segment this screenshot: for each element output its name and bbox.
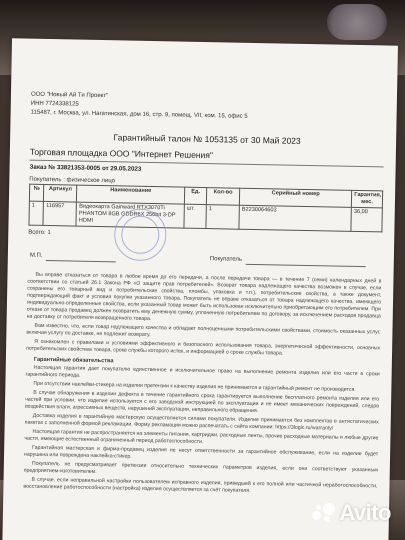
cell-serial-number: B2230064603 [239,205,352,231]
company-block [31,91,385,125]
company-inn: ИНН 7724338125 [30,100,79,108]
cell-product-name: Видеокарта Gainward RTX3070Ti PHANTOM 8GB GDDR6X 256bit 3-DP HDMI [76,202,184,228]
buyer-label: Покупатель : физическое лицо [29,176,116,185]
buyer-signature-line [246,264,366,267]
paragraph: Покупатель не предусматривает претензии относительно технических параметров изделия, если они соответствуют указанным предприятием-изготовителем. [23,460,378,475]
paragraph: Настоящая гарантия дает покупателю единственное и исключительное право на выполнение ремонта изделия или его части в сроки гарантийного периода. [25,364,380,379]
paragraph: Настоящая гарантия не распространяется на элементы питания, картриджи, расходные ленты, прочие расходные материалы и любые другие части, имеющие естественный ограниченный период работоспособности. [24,428,379,446]
cell-index: 1 [29,201,44,225]
company-address: 115487, г. Москва, ул. Нагатинская, дом 16, стр. 9, помещ. VII, ком. 15, офис 5 [30,109,248,120]
cell-warranty-months: 36,00 [351,207,382,232]
document-content [23,91,385,500]
trading-platform: Торговая площадка ООО "Интернет Решения" [29,146,214,161]
column-header: Ед. [184,187,206,204]
paragraph: Гарантийная мастерская и фирма-продавец изделия не несут ответственности за гарантийное обслуживание, если на изделие будет нарушена или повреждена наклейка-стикер. [23,444,379,460]
stamp-label: М.П. [29,252,43,259]
watermark-text: Avito [339,500,391,525]
paragraph: При отсутствии наклейки-стикера на изделии претензии к качеству изделия не принимаются и гарантийный ремонт не производится. [33,380,356,393]
column-header: Артикул [44,184,77,202]
background-object [327,4,387,40]
order-number: Заказ № 33821353-0005 от 29.05.2023 [29,163,142,173]
paragraph: В случае обнаружения в изделии дефекта в течение гарантийного срока гарантируется выполнение бесплатного ремонта изделия или его частей при условии, что изделие используется с его заводской инструкцией по эксплуатации и не имеет механических повреждений, следов воздействия влаги, агрессивных веществ, нарушений эксплуатации, неправильного обращения. [24,389,380,415]
cell-quantity: 1 [206,205,239,230]
paragraph: Доставка изделия в гарантийную мастерскую осуществляется силами покупателя. Изделие принимается без комплектов в антистатических пакетах с заполненной формой рекламации. Форму рекламации можно распечатать с сайта компании: https://3logic.ru/warranty/ [24,412,379,432]
column-header: № [29,184,44,201]
column-header: Гарантия, мес. [352,190,383,208]
return-policy-text [26,272,381,360]
column-header: Наименование [77,185,185,204]
paragraph: Вам известно, что, если товар надлежащего качества и обладает полноценными потребительскими свойствами, стоимость оказанных услуг, включая услугу по доставке, не подлежит возврату. [26,322,381,339]
buyer-signature-label: Покупатель [209,256,243,263]
signature-row [28,253,382,270]
warranty-terms-text [23,365,379,498]
cell-unit: шт. [184,204,206,228]
total-count: Всего: 1 [28,229,51,237]
items-table [28,184,383,233]
column-header: Кол-во [206,188,239,206]
avito-watermark [312,500,391,526]
stamp-inner-ring [121,215,160,254]
paragraph: В случае, если неправильной настройки пользователем исправного изделия, приведшей к его полной или частичной неработоспособности, восстановление работоспособности (настройка) изделия осуществляется за счёт покупателя. [23,476,378,494]
cell-article: 116957 [43,201,76,226]
warranty-title: Гарантийный талон № 1053135 от 30 Май 2023 [113,132,301,146]
seller-signature-line [46,260,116,262]
paragraph: Вы вправе отказаться от товара в любое время до его передачи, а после передачи товара — в течение 7 (семи) календарных дней в соответствии со статьей 26.1 Закона РФ «О защите прав потребителей». Возврат товара надлежащего качества возможен в случае, если сохранены его товарный вид и потребительские свойства, пломбы, упаковка и т.п.), потребительские свойства, а также документ, подтверждающий факт и условия покупки указанного товара. Покупатель не вправе отказаться от товара надлежащего качества, имеющего индивидуально-определенные свойства, если указанный товар может быть использован исключительно приобретающим его потребителем. При отказе от товара продавец должен возвратить ему денежную сумму, уплаченную потребителем по договору, за исключением расходов продавца на доставку от потребителя возвращенного товара. [26,271,382,323]
avito-logo-icon [312,503,336,523]
paragraph: Я ознакомлен с правилами и условиями эффективного и безопасного использования товара, энергетической эффективности, основных потребительских свойствах товара, сроке службы которого истек, и информацией о сроке службы товара. [26,338,381,357]
company-name: ООО "Новый Ай Ти Проект" [30,91,109,100]
column-header: Серийный номер [239,188,351,207]
warranty-document-sheet [2,38,398,540]
warranty-section-title: Гарантийные обязательства [33,356,114,365]
